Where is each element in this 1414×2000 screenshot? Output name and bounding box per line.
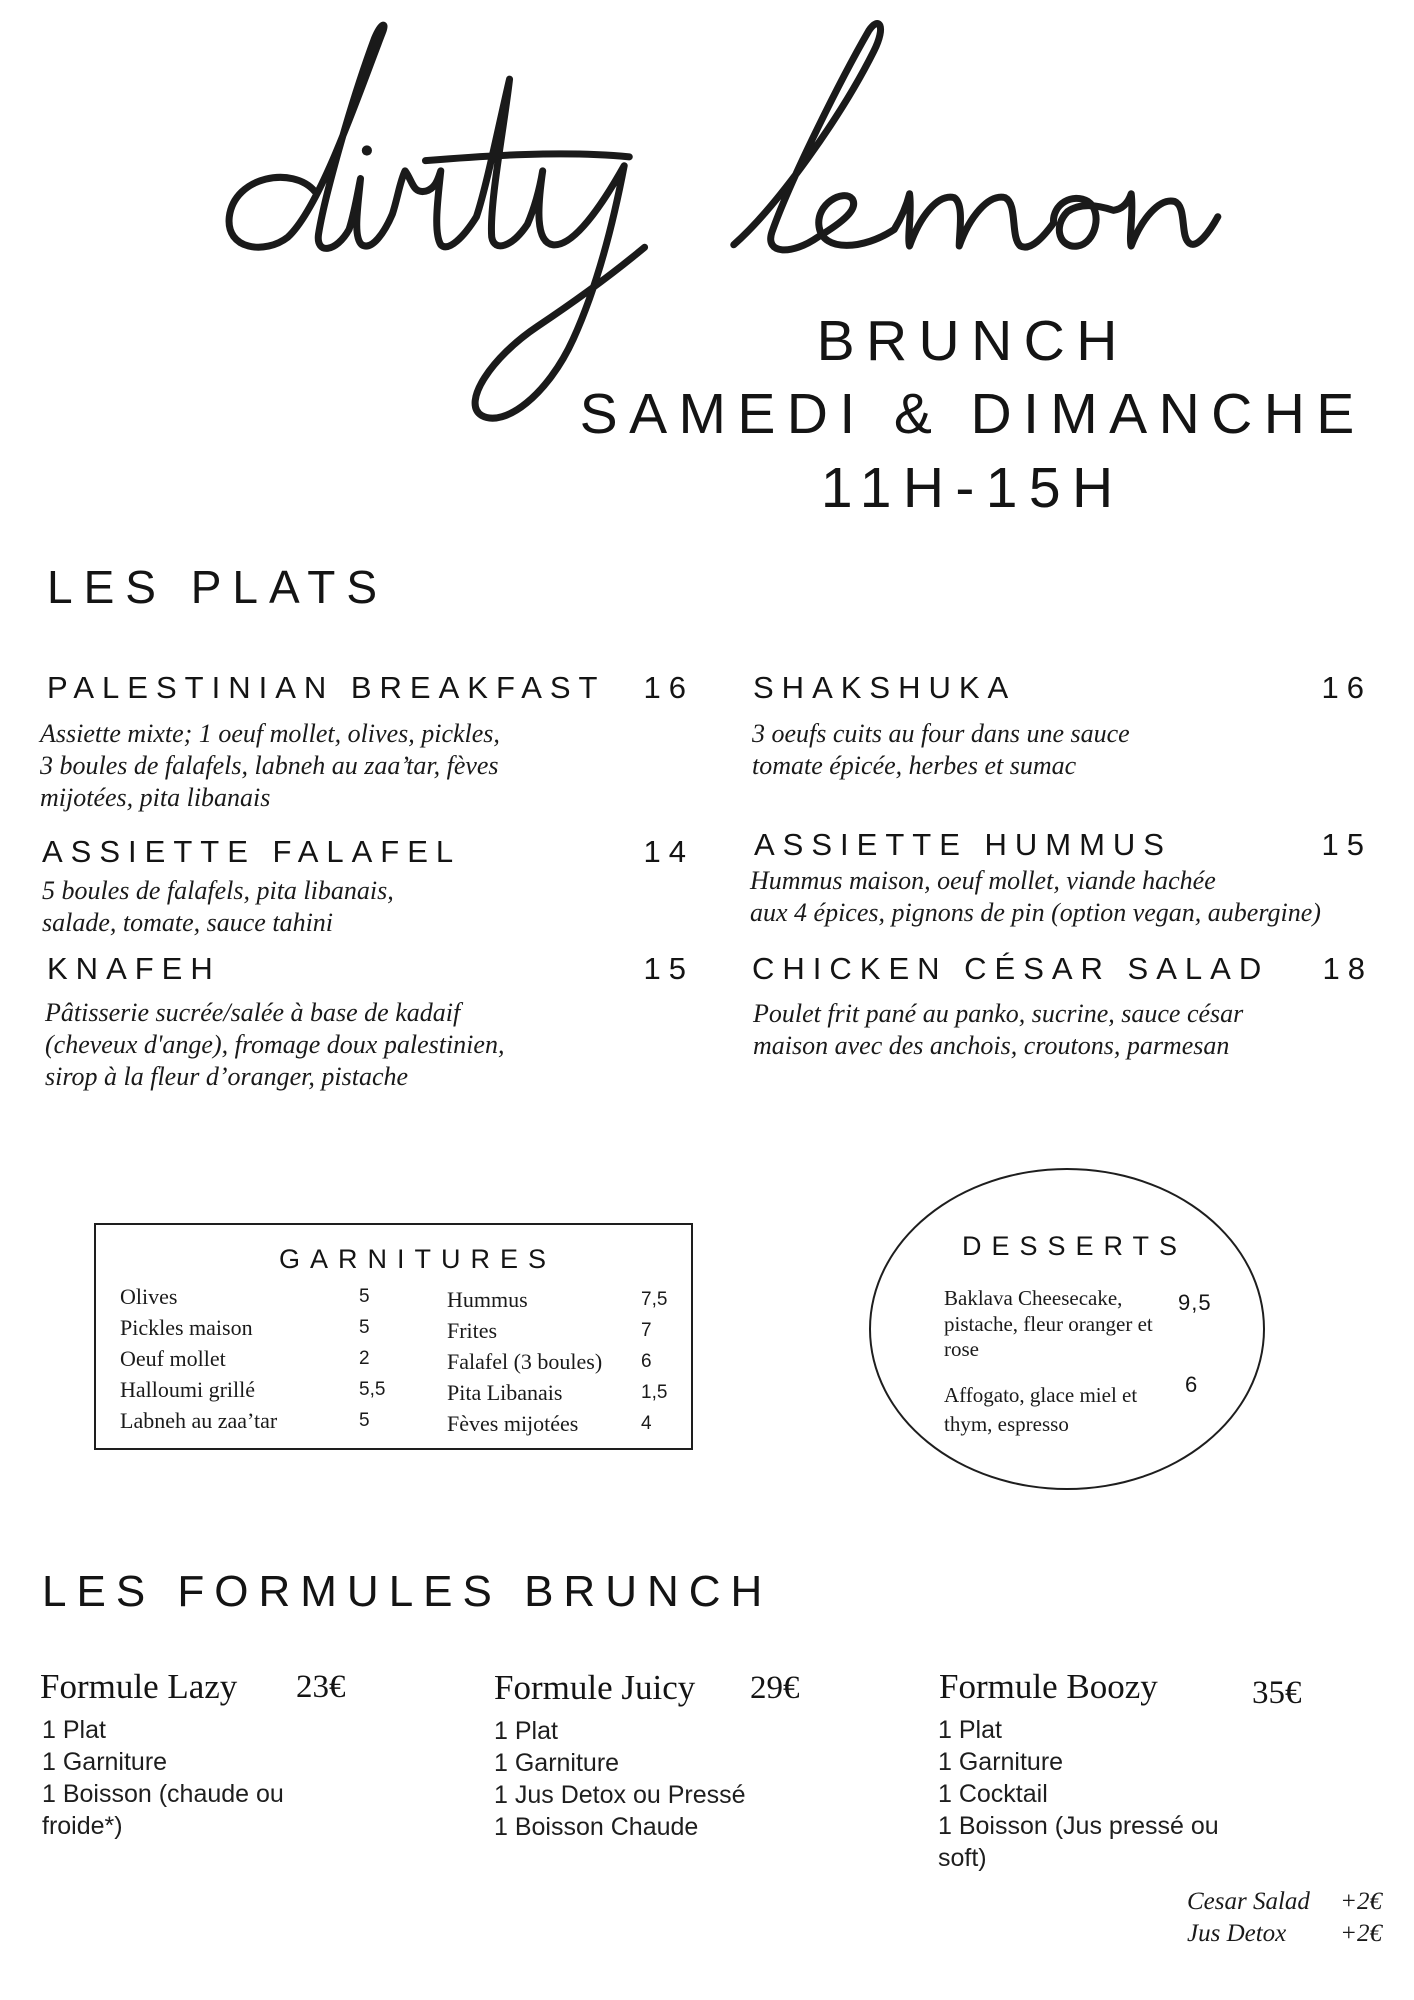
- description-line: salade, tomate, sauce tahini: [42, 908, 334, 937]
- description-line: aux 4 épices, pignons de pin (option vegan, aubergine): [750, 898, 1321, 927]
- dessert-line: pistache, fleur oranger et: [944, 1311, 1153, 1336]
- dish-price: 15: [1321, 827, 1372, 862]
- description-line: (cheveux d'ange), fromage doux palestinien,: [45, 1030, 505, 1059]
- supplement-price: +2€: [1340, 1888, 1382, 1915]
- description-line: 3 boules de falafels, labneh au zaa’tar, fèves: [40, 751, 499, 780]
- dessert-item: [944, 1286, 1153, 1363]
- formule-name: Formule Juicy: [494, 1668, 696, 1707]
- dish-description: [750, 865, 1321, 929]
- dessert-price: 9,5: [1178, 1290, 1212, 1315]
- logo-script-i-dot: [362, 145, 372, 155]
- dish-name: CHICKEN CÉSAR SALAD: [752, 951, 1270, 986]
- description-line: maison avec des anchois, croutons, parmesan: [753, 1031, 1230, 1060]
- dessert-line: Baklava Cheesecake,: [944, 1286, 1123, 1310]
- garniture-item: [447, 1377, 668, 1408]
- description-line: Hummus maison, oeuf mollet, viande hachée: [750, 866, 1216, 895]
- description-line: 5 boules de falafels, pita libanais,: [42, 876, 394, 905]
- formule-name: Formule Lazy: [40, 1667, 238, 1706]
- dessert-item: [944, 1381, 1137, 1439]
- formule-line: 1 Plat: [938, 1716, 1002, 1744]
- formule-line: 1 Garniture: [494, 1749, 620, 1777]
- dessert-line: thym, espresso: [944, 1412, 1069, 1436]
- garniture-item: [447, 1284, 668, 1315]
- description-line: 3 oeufs cuits au four dans une sauce: [752, 719, 1130, 748]
- dessert-price: 6: [1185, 1372, 1199, 1397]
- formule-line: 1 Cocktail: [938, 1780, 1048, 1808]
- formule-line: 1 Boisson Chaude: [494, 1813, 699, 1841]
- garniture-name: Pita Libanais: [447, 1380, 563, 1405]
- logo-script-t-cross: [425, 154, 629, 161]
- formule-line: 1 Plat: [42, 1716, 106, 1744]
- dish-name: ASSIETTE FALAFEL: [42, 834, 462, 869]
- garniture-item: [120, 1374, 386, 1405]
- formule-line: 1 Garniture: [938, 1748, 1064, 1776]
- garniture-name: Falafel (3 boules): [447, 1349, 603, 1374]
- garniture-name: Olives: [120, 1284, 178, 1309]
- dish-price: 16: [643, 670, 694, 705]
- garniture-item: [447, 1315, 652, 1346]
- logo-script-lemon: [734, 24, 1218, 250]
- dish-description: [753, 998, 1243, 1062]
- dish-price: 16: [1321, 670, 1372, 705]
- header-hours: 11H-15H: [820, 456, 1125, 520]
- description-line: tomate épicée, herbes et sumac: [752, 751, 1077, 780]
- garniture-price: 1,5: [641, 1382, 668, 1403]
- garniture-name: Labneh au zaa’tar: [120, 1408, 278, 1433]
- garniture-price: 4: [641, 1413, 652, 1434]
- description-line: Pâtisserie sucrée/salée à base de kadaif: [45, 998, 461, 1027]
- garniture-price: 5,5: [359, 1379, 386, 1400]
- formule-price: 29€: [750, 1670, 800, 1706]
- formule-line: 1 Boisson (Jus pressé ou: [938, 1812, 1219, 1840]
- formule-line: soft): [938, 1844, 987, 1872]
- garniture-item: [447, 1346, 652, 1377]
- garnitures-list-left: [120, 1281, 386, 1436]
- garniture-name: Oeuf mollet: [120, 1346, 226, 1371]
- dish-description: [752, 718, 1130, 782]
- dish-description: [42, 875, 394, 939]
- garnitures-list-right: [447, 1284, 668, 1439]
- dish-row: [42, 832, 694, 872]
- formule-contents: [494, 1715, 746, 1843]
- garniture-name: Halloumi grillé: [120, 1377, 256, 1402]
- header-days: SAMEDI & DIMANCHE: [579, 382, 1366, 446]
- formule-line: 1 Jus Detox ou Pressé: [494, 1781, 746, 1809]
- dish-row: [47, 949, 694, 989]
- dish-description: [45, 997, 504, 1093]
- dessert-line: rose: [944, 1337, 979, 1361]
- dish-price: 18: [1322, 951, 1373, 986]
- formule-line: 1 Boisson (chaude ou: [42, 1780, 284, 1808]
- garniture-price: 6: [641, 1351, 652, 1372]
- garniture-price: 2: [359, 1348, 370, 1369]
- formule-line: froide*): [42, 1812, 123, 1840]
- dish-row: [753, 668, 1372, 708]
- dish-price: 15: [643, 951, 694, 986]
- garniture-price: 5: [359, 1317, 370, 1338]
- garniture-item: [120, 1405, 370, 1436]
- garniture-item: [120, 1343, 370, 1374]
- garniture-name: Fèves mijotées: [447, 1411, 579, 1436]
- garniture-name: Frites: [447, 1318, 498, 1343]
- formule-contents: [938, 1714, 1219, 1874]
- garniture-price: 5: [359, 1410, 370, 1431]
- dish-row: [752, 949, 1373, 989]
- garniture-item: [120, 1281, 370, 1312]
- dish-description: [40, 718, 500, 814]
- dish-name: SHAKSHUKA: [753, 670, 1017, 705]
- dish-row: [754, 825, 1372, 865]
- description-line: Poulet frit pané au panko, sucrine, sauce césar: [753, 999, 1244, 1028]
- garniture-name: Hummus: [447, 1287, 528, 1312]
- formule-line: 1 Plat: [494, 1717, 558, 1745]
- supplement-name: Cesar Salad: [1187, 1888, 1310, 1915]
- formule-name: Formule Boozy: [939, 1667, 1158, 1706]
- garnitures-title: GARNITURES: [279, 1244, 557, 1274]
- garniture-price: 7: [641, 1320, 652, 1341]
- formule-price: 35€: [1252, 1675, 1302, 1711]
- dish-name: KNAFEH: [47, 951, 221, 986]
- garniture-item: [447, 1408, 652, 1439]
- formule-line: 1 Garniture: [42, 1748, 168, 1776]
- formule-contents: [42, 1714, 284, 1842]
- desserts-title: DESSERTS: [962, 1231, 1188, 1261]
- dessert-line: Affogato, glace miel et: [944, 1383, 1138, 1407]
- section-title-plats: LES PLATS: [47, 561, 389, 613]
- header-brunch: BRUNCH: [816, 309, 1129, 373]
- supplement-name: Jus Detox: [1187, 1920, 1287, 1947]
- garniture-price: 5: [359, 1286, 370, 1307]
- description-line: sirop à la fleur d’oranger, pistache: [45, 1062, 409, 1091]
- supplement-price: +2€: [1340, 1920, 1382, 1947]
- description-line: Assiette mixte; 1 oeuf mollet, olives, pickles,: [40, 719, 500, 748]
- dish-row: [47, 668, 694, 708]
- dish-price: 14: [643, 834, 694, 869]
- garniture-item: [120, 1312, 370, 1343]
- dish-name: PALESTINIAN BREAKFAST: [47, 670, 606, 705]
- section-title-formules: LES FORMULES BRUNCH: [42, 1567, 773, 1616]
- description-line: mijotées, pita libanais: [40, 783, 271, 812]
- dish-name: ASSIETTE HUMMUS: [754, 827, 1172, 862]
- formule-price: 23€: [296, 1669, 346, 1705]
- garniture-price: 7,5: [641, 1289, 668, 1310]
- garniture-name: Pickles maison: [120, 1315, 253, 1340]
